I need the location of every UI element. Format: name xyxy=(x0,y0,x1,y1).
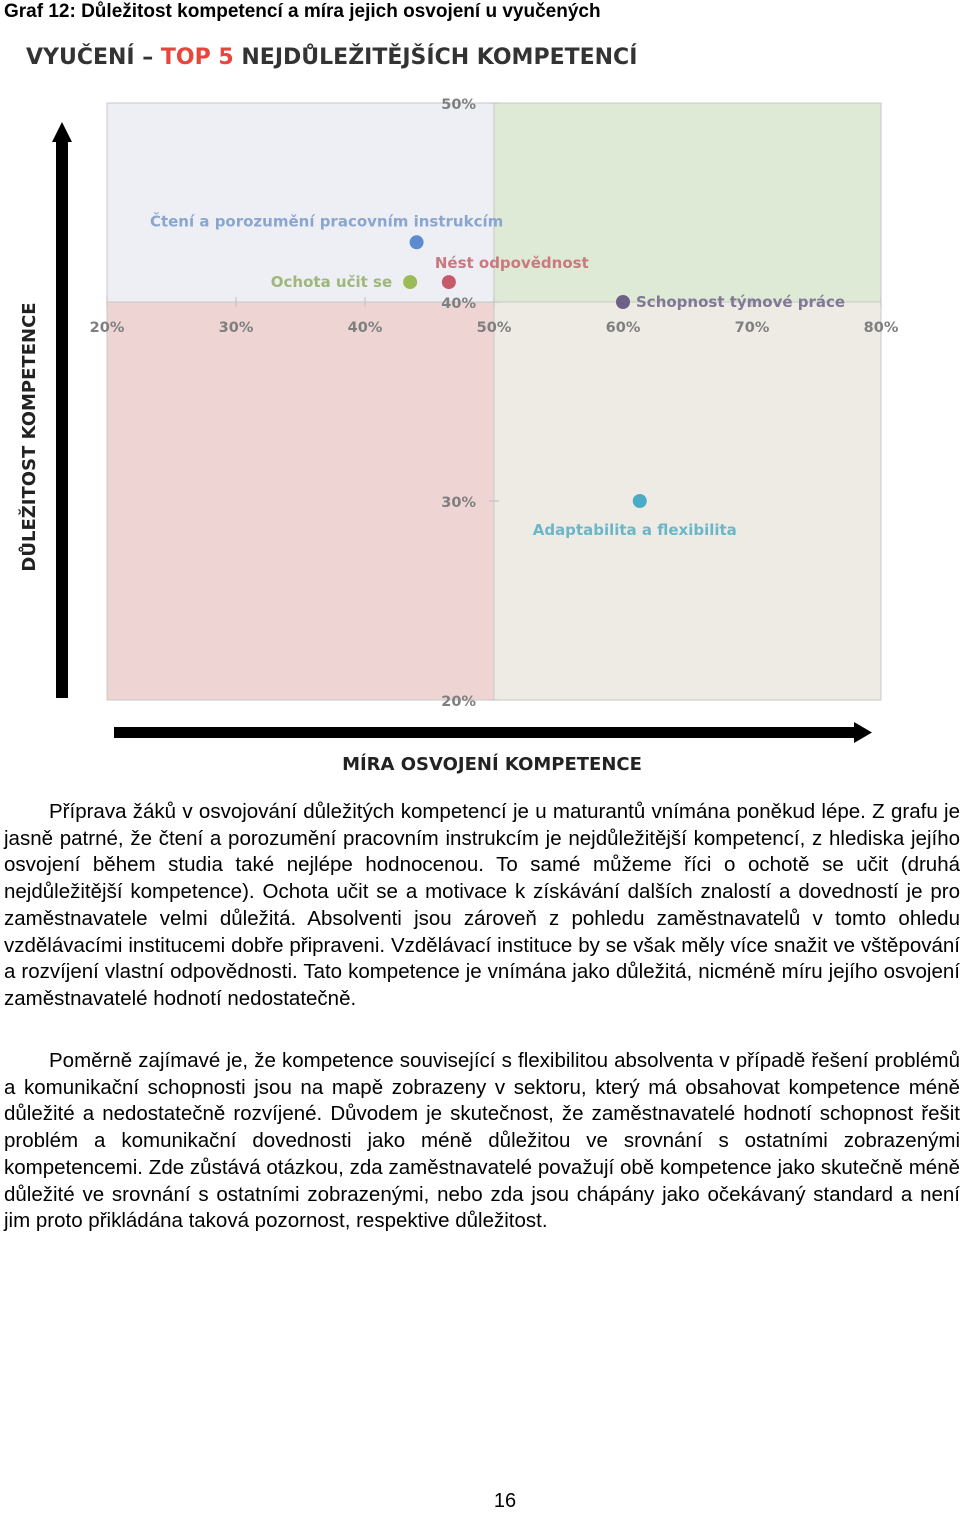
figure-caption: Graf 12: Důležitost kompetencí a míra jejich osvojení u vyučených xyxy=(4,1,601,22)
x-tick-label: 20% xyxy=(89,320,125,336)
chart-title-part-3: NEJDŮLEŽITĚJŠÍCH KOMPETENCÍ xyxy=(233,45,638,70)
paragraph-1: Příprava žáků v osvojování důležitých kompetencí je u maturantů vnímána poněkud lépe. Z grafu je jasně patrné, že čtení a porozumění pracovním instrukcím je nejdůležitější kompetencí, z hlediska jejího osvojení během studia také nejlépe hodnocenou. To samé můžeme říci o ochotě se učit (druhá nejdůležitější kompetence). Ochota učit se a motivace k získávání dalších znalostí a dovedností je pro zaměstnavatele velmi důležitá. Absolventi jsou zároveň z pohledu zaměstnavatelů v tomto ohledu vzdělávacími institucemi dobře připraveni. Vzdělávací instituce by se však měly více snažit ve vštěpování a rozvíjení vlastní odpovědnosti. Tato kompetence je vnímána jako důležitá, nicméně míru jejího osvojení zaměstnavatelé hodnotí nedostatečně. xyxy=(4,800,960,1010)
page-number: 16 xyxy=(493,1490,517,1512)
chart-title xyxy=(26,44,637,70)
data-point xyxy=(633,494,647,508)
y-tick-label: 20% xyxy=(441,694,476,710)
quadrant-top-right xyxy=(494,103,881,302)
data-point-label: Adaptabilita a flexibilita xyxy=(532,521,737,539)
scatter-chart xyxy=(0,30,960,790)
quadrant-bottom-left xyxy=(107,302,494,700)
y-tick-label: 30% xyxy=(441,495,476,511)
x-tick-label: 70% xyxy=(734,320,770,336)
quadrant-background xyxy=(107,103,881,700)
data-point-label: Čtení a porozumění pracovním instrukcím xyxy=(149,212,504,231)
x-tick-label: 30% xyxy=(218,320,254,336)
x-tick-label: 40% xyxy=(347,320,383,336)
data-point xyxy=(442,275,456,289)
x-tick-label: 80% xyxy=(863,320,899,336)
data-point-label: Nést odpovědnost xyxy=(434,254,589,273)
data-point-label: Schopnost týmové práce xyxy=(636,293,846,311)
paragraph-2: Poměrně zajímavé je, že kompetence související s flexibilitou absolventa v případě řešení problémů a komunikační schopnosti jsou na mapě zobrazeny v sektoru, který má obsahovat kompetence méně důležité a nedostatečně rozvíjené. Důvodem je skutečnost, že zaměstnavatelé hodnotí schopnost řešit problém a komunikační dovednosti jako méně důležitou ve srovnání s ostatními zobrazenými kompetencemi. Zde zůstává otázkou, zda zaměstnavatelé považují obě kompetence jako skutečně méně důležité ve srovnání s ostatními zobrazenými, nebo zda jsou chápány jako očekávaný standard a není jim proto přikládána taková pozornost, respektive důležitost. xyxy=(4,1049,960,1233)
data-point xyxy=(616,295,630,309)
quadrant-bottom-right xyxy=(494,302,881,700)
x-tick-label: 60% xyxy=(605,320,641,336)
x-axis-title: MÍRA OSVOJENÍ KOMPETENCE xyxy=(342,754,642,775)
x-tick-label: 50% xyxy=(476,320,512,336)
y-tick-label: 40% xyxy=(441,296,476,312)
y-axis-arrow xyxy=(52,122,72,698)
y-axis-title: DŮLEŽITOST KOMPETENCE xyxy=(19,302,40,572)
data-point xyxy=(403,275,417,289)
y-tick-label: 50% xyxy=(441,97,476,113)
x-axis-arrow xyxy=(114,722,872,743)
data-point-label: Ochota učit se xyxy=(270,273,393,292)
chart-title-part-2: TOP 5 xyxy=(160,45,234,70)
chart-title-part-1: VYUČENÍ – xyxy=(26,45,161,70)
data-point xyxy=(410,235,424,249)
